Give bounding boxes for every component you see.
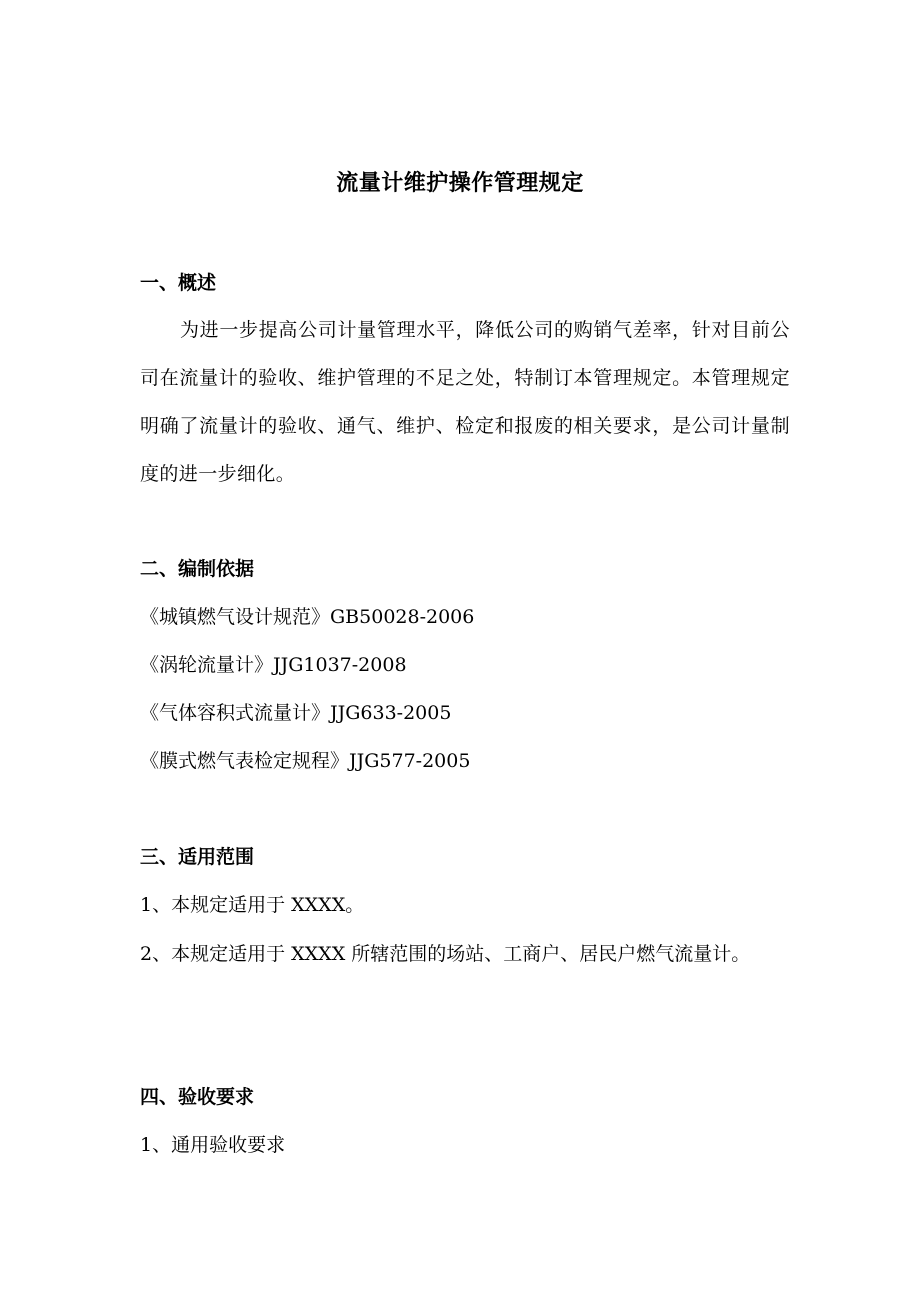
section-heading-acceptance: 四、验收要求 bbox=[140, 1086, 255, 1108]
document-title: 流量计维护操作管理规定 bbox=[336, 171, 584, 196]
basis-item-1: 《城镇燃气设计规范》GB50028-2006 bbox=[140, 606, 475, 628]
basis-item-4: 《膜式燃气表检定规程》JJG577-2005 bbox=[140, 750, 471, 772]
basis-item-3: 《气体容积式流量计》JJG633-2005 bbox=[140, 702, 452, 724]
scope-item-2: 2、本规定适用于 XXXX 所辖范围的场站、工商户、居民户燃气流量计。 bbox=[140, 943, 751, 965]
section-heading-scope: 三、适用范围 bbox=[140, 846, 255, 868]
overview-paragraph: 为进一步提高公司计量管理水平，降低公司的购销气差率，针对目前公司在流量计的验收、维护管理的不足之处，特制订本管理规定。本管理规定明确了流量计的验收、通气、维护、检定和报废的相关要求，是公司计量制度的进一步细化。 bbox=[140, 319, 790, 485]
section-heading-basis: 二、编制依据 bbox=[140, 558, 255, 580]
scope-item-1: 1、本规定适用于 XXXX。 bbox=[140, 894, 365, 916]
basis-item-2: 《涡轮流量计》JJG1037-2008 bbox=[140, 654, 407, 676]
section-heading-overview: 一、概述 bbox=[140, 272, 217, 294]
acceptance-item-1: 1、通用验收要求 bbox=[140, 1134, 286, 1156]
